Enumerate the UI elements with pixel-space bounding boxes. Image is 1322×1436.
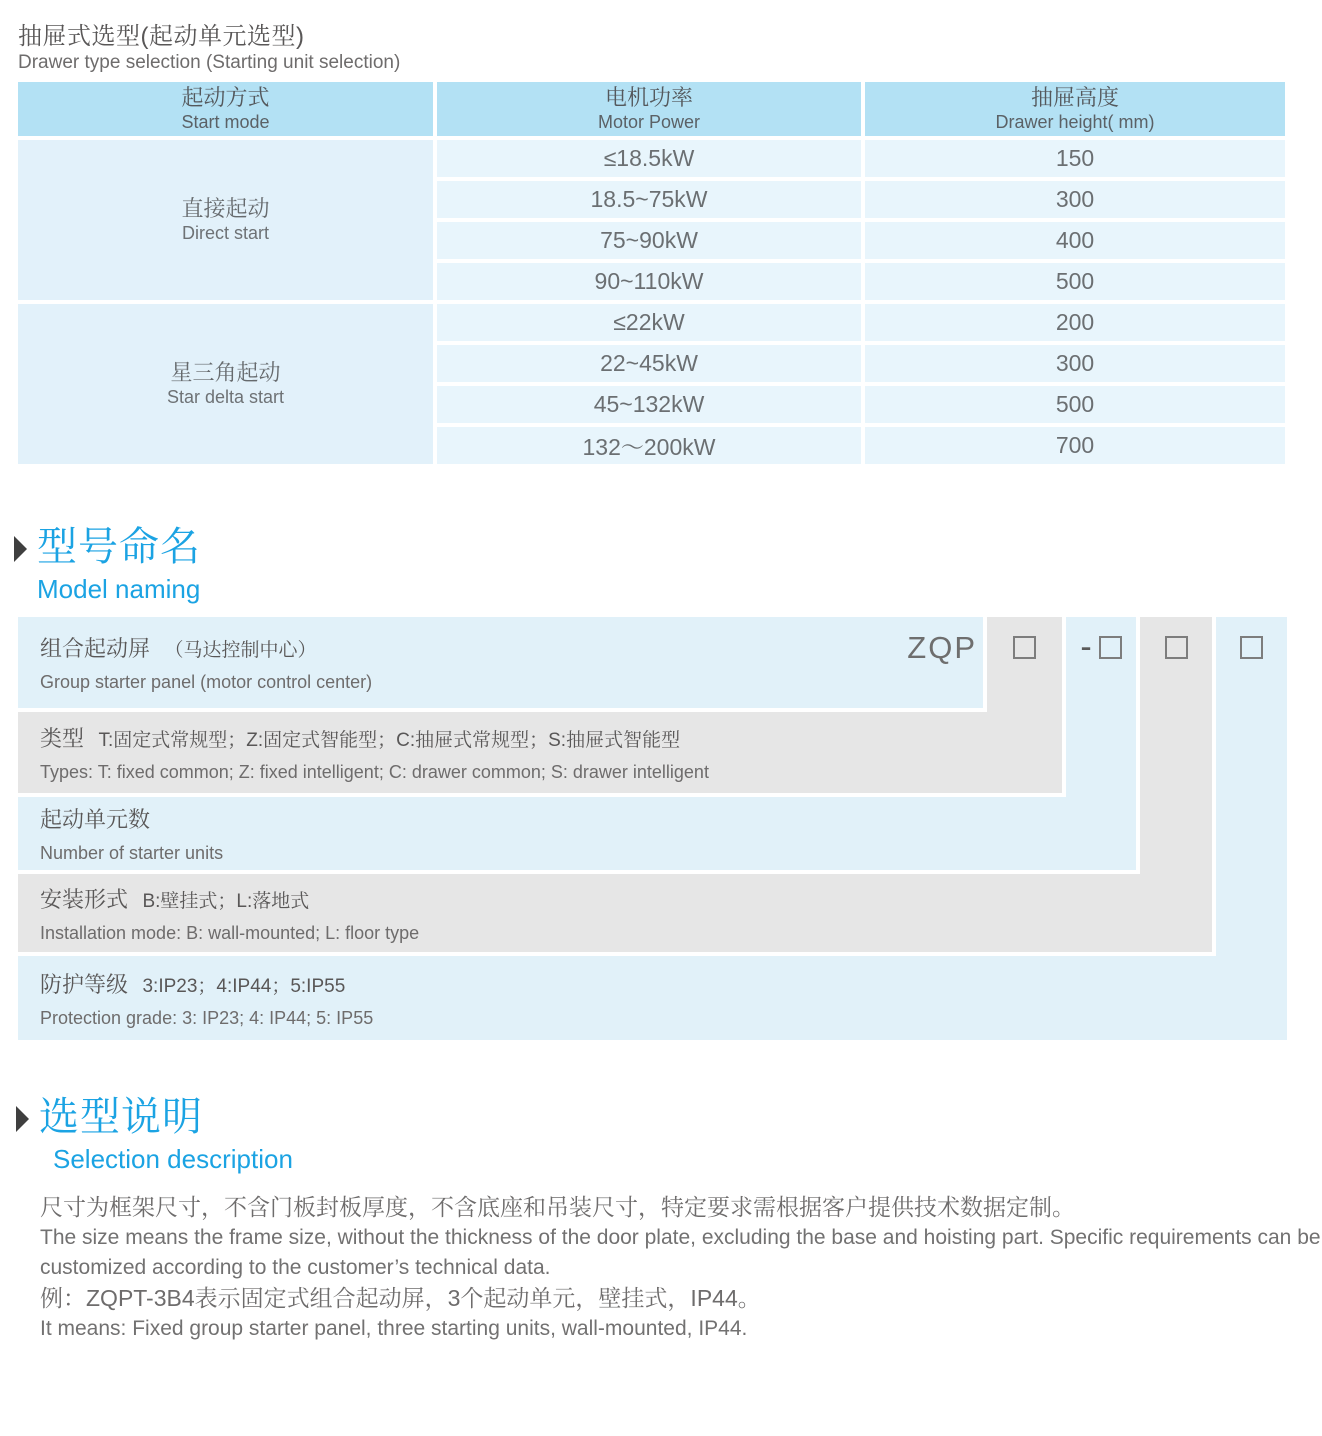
height-cell: 400 — [865, 222, 1285, 259]
height-cell: 150 — [865, 140, 1285, 177]
height-cell: 300 — [865, 181, 1285, 218]
selection-description-paragraph — [40, 1192, 1321, 1344]
page-subtitle: Drawer type selection (Starting unit selection) — [18, 52, 401, 73]
code-strip-type — [987, 617, 1062, 793]
naming-row-detail-zh: 3:IP23；4:IP44；5:IP55 — [142, 975, 346, 997]
section-title-en: Model naming — [37, 574, 201, 604]
naming-row-en: Number of starter units — [40, 843, 224, 863]
column-header-en: Drawer height( mm) — [995, 112, 1155, 132]
power-cell: 75~90kW — [437, 222, 861, 259]
naming-row-group-starter-panel — [18, 617, 983, 708]
description-line: 例：ZQPT-3B4表示固定式组合起动屏，3个起动单元，壁挂式，IP44。 — [40, 1285, 761, 1311]
naming-row-starter-units — [18, 797, 1136, 870]
column-header-zh: 抽屉高度 — [1030, 85, 1119, 110]
naming-row-types — [18, 712, 1062, 793]
column-header-motor-power — [437, 82, 861, 136]
model-code-box-icon — [1099, 636, 1122, 659]
height-cell: 700 — [865, 427, 1285, 464]
naming-row-installation-mode — [18, 874, 1212, 952]
naming-row-label-zh: 防护等级 — [40, 971, 129, 997]
naming-row-en: Protection grade: 3: IP23; 4: IP44; 5: IP55 — [40, 1007, 374, 1028]
start-mode-cell-direct — [18, 140, 433, 300]
model-code-prefix: ZQP — [907, 630, 977, 665]
naming-row-label-zh: 起动单元数 — [40, 807, 151, 832]
model-code-box-icon — [1165, 636, 1188, 659]
page-title: 抽屉式选型(起动单元选型) — [18, 23, 305, 50]
description-line: customized according to the customer’s technical data. — [40, 1256, 551, 1279]
naming-row-en: Group starter panel (motor control center) — [40, 672, 373, 692]
column-header-zh: 起动方式 — [181, 85, 270, 110]
power-cell: ≤18.5kW — [437, 140, 861, 177]
start-mode-en: Star delta start — [166, 387, 285, 407]
power-cell: 22~45kW — [437, 345, 861, 382]
power-cell: 18.5~75kW — [437, 181, 861, 218]
height-cell: 200 — [865, 304, 1285, 341]
naming-row-detail-zh: T:固定式常规型；Z:固定式智能型；C:抽屉式常规型；S:抽屉式智能型 — [98, 730, 681, 751]
height-cell: 500 — [865, 263, 1285, 300]
column-header-drawer-height — [865, 82, 1285, 136]
model-naming-heading — [14, 524, 201, 604]
naming-row-detail-zh: B:壁挂式；L:落地式 — [142, 890, 310, 912]
model-naming-diagram — [18, 617, 1287, 1040]
column-header-start-mode — [18, 82, 433, 136]
height-cell: 300 — [865, 345, 1285, 382]
code-strip-installation — [1140, 617, 1212, 952]
description-line: The size means the frame size, without the thickness of the door plate, excluding the base and hoisting part. Specific requirements can be — [40, 1226, 1321, 1249]
model-code-box-icon — [1013, 636, 1036, 659]
section-marker-icon — [14, 536, 27, 562]
naming-row-en: Installation mode: B: wall-mounted; L: floor type — [40, 922, 420, 943]
section-title-zh: 选型说明 — [39, 1095, 203, 1139]
description-line: 尺寸为框架尺寸，不含门板封板厚度，不含底座和吊装尺寸，特定要求需根据客户提供技术数据定制。 — [40, 1194, 1075, 1220]
selection-description-heading — [16, 1094, 293, 1174]
model-code-dash: - — [1080, 628, 1092, 666]
code-strip-protection — [1216, 617, 1287, 1040]
code-strip-units — [1066, 617, 1136, 870]
power-cell: ≤22kW — [437, 304, 861, 341]
section-title-zh: 型号命名 — [37, 525, 201, 569]
height-cell: 500 — [865, 386, 1285, 423]
column-header-en: Start mode — [181, 112, 270, 132]
naming-row-detail-zh: （马达控制中心） — [164, 640, 317, 661]
drawer-selection-table — [18, 82, 1285, 464]
start-mode-zh: 星三角起动 — [170, 360, 281, 385]
start-mode-cell-star-delta — [18, 304, 433, 464]
start-mode-en: Direct start — [181, 223, 269, 243]
power-cell: 45~132kW — [437, 386, 861, 423]
section-marker-icon — [16, 1106, 29, 1132]
naming-row-label-zh: 安装形式 — [40, 886, 129, 912]
column-header-zh: 电机功率 — [604, 85, 693, 110]
column-header-en: Motor Power — [597, 112, 701, 132]
power-cell: 132～200kW — [437, 427, 861, 464]
naming-row-en: Types: T: fixed common; Z: fixed intelligent; C: drawer common; S: drawer intelligent — [40, 762, 709, 782]
naming-row-protection-grade — [18, 956, 1287, 1040]
model-code-box-icon — [1240, 636, 1263, 659]
description-line: It means: Fixed group starter panel, three starting units, wall-mounted, IP44. — [40, 1317, 748, 1340]
power-cell: 90~110kW — [437, 263, 861, 300]
start-mode-zh: 直接起动 — [181, 196, 270, 221]
naming-row-label-zh: 类型 — [40, 726, 85, 751]
section-title-en: Selection description — [53, 1144, 293, 1174]
naming-row-label-zh: 组合起动屏 — [40, 636, 151, 661]
